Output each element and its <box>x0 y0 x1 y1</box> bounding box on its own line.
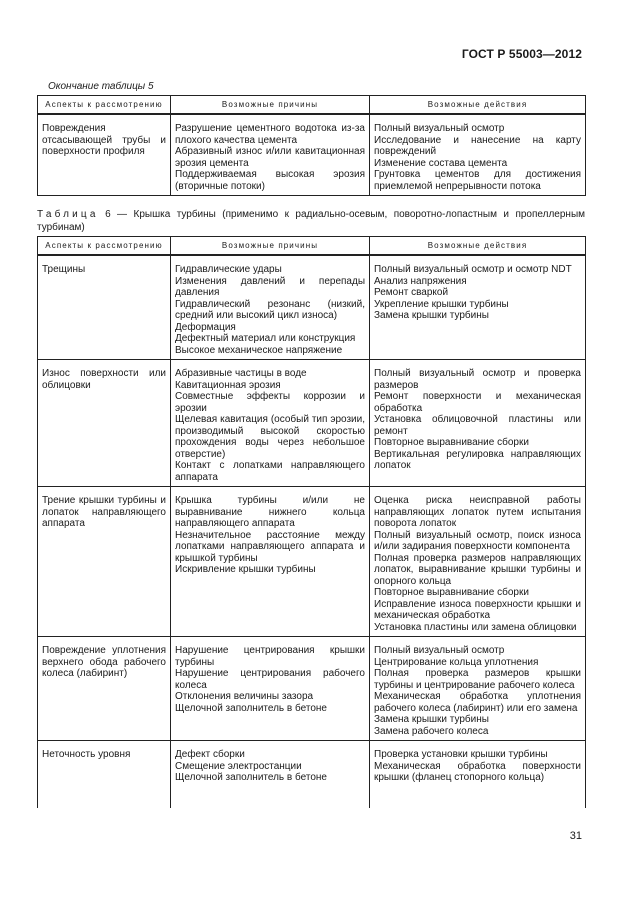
table6-caption-text: 6 — Крышка турбины (применимо к радиально-осевым, поворотно-лопастным и пропеллерным турбинам) <box>37 209 586 233</box>
cause-item: Абразивные частицы в воде <box>175 368 307 379</box>
cause-item: Смещение электростанции <box>175 760 302 772</box>
column-header-aspects: Аспекты к рассмотрению <box>38 237 171 256</box>
cause-item: Щелочной заполнитель в бетоне <box>175 702 327 714</box>
cause-item: Высокое механическое напряжение <box>175 344 343 356</box>
action-item: Повторное выравнивание сборки <box>374 437 529 448</box>
actions-cell <box>370 255 586 360</box>
cause-item: Незначительное расстояние между лопатками направляющего аппарата и крышкой турбины <box>175 529 365 564</box>
action-item: Установка облицовочной пластины или ремонт <box>374 414 581 437</box>
aspect-cell: Повреждения отсасывающей трубы и поверхности профиля <box>38 114 171 196</box>
aspect-cell: Повреждение уплотнения верхнего обода рабочего колеса (лабиринт) <box>38 637 171 741</box>
action-item: Оценка риска неисправной работы направляющих лопаток путем испытания поворота лопаток <box>374 495 581 529</box>
cause-item: Поддерживаемая высокая эрозия (вторичные потоки) <box>175 169 365 192</box>
cause-item: Контакт с лопатками направляющего аппарата <box>175 460 365 483</box>
cause-item: Щелочной заполнитель в бетоне <box>175 772 327 783</box>
cause-item: Деформация <box>175 321 236 333</box>
cause-item: Искривление крышки турбины <box>175 564 316 575</box>
action-item: Проверка установки крышки турбины <box>374 749 548 760</box>
causes-cell <box>171 114 370 196</box>
actions-cell <box>370 487 586 637</box>
table-row <box>38 360 586 487</box>
action-item: Полный визуальный осмотр и осмотр NDT <box>374 264 572 275</box>
actions-cell <box>370 360 586 487</box>
cause-item: Нарушение центрирования крышки турбины <box>175 645 365 668</box>
table5 <box>37 95 586 196</box>
column-header-aspects: Аспекты к рассмотрению <box>38 96 171 115</box>
action-item: Полная проверка размеров крышки турбины и центрирование рабочего колеса <box>374 668 581 691</box>
action-item: Полный визуальный осмотр <box>374 123 505 134</box>
cause-item: Кавитационная эрозия <box>175 379 281 391</box>
causes-cell <box>171 360 370 487</box>
action-item: Замена рабочего колеса <box>374 725 489 737</box>
table5-caption: Окончание таблицы 5 <box>48 81 154 92</box>
action-item: Полная проверка размеров направляющих лопаток, выравнивание крышки турбины и опорного кольца <box>374 552 581 587</box>
cause-item: Нарушение центрирования рабочего колеса <box>175 668 365 691</box>
table5-header-row <box>38 96 586 115</box>
cause-item: Гидравлический резонанс (низкий, средний или высокий цикл износа) <box>175 298 365 321</box>
aspect-cell: Неточность уровня <box>38 741 171 809</box>
table-row <box>38 637 586 741</box>
action-item: Полный визуальный осмотр, поиск износа и/или задирания поверхности компонента <box>374 529 581 552</box>
column-header-causes: Возможные причины <box>171 237 370 256</box>
aspect-cell: Трение крышки турбины и лопаток направляющего аппарата <box>38 487 171 637</box>
table-row <box>38 487 586 637</box>
cause-item: Дефектный материал или конструкция <box>175 333 356 344</box>
actions-cell <box>370 741 586 809</box>
table-row <box>38 741 586 809</box>
causes-cell <box>171 637 370 741</box>
cause-item: Крышка турбины и/или не выравнивание нижнего кольца направляющего аппарата <box>175 495 365 529</box>
table-row <box>38 114 586 196</box>
causes-cell <box>171 741 370 809</box>
action-item: Полный визуальный осмотр <box>374 645 505 656</box>
action-item: Ремонт сваркой <box>374 287 449 298</box>
action-item: Вертикальная регулировка направляющих лопаток <box>374 448 581 471</box>
action-item: Центрирование кольца уплотнения <box>374 656 539 668</box>
column-header-actions: Возможные действия <box>370 237 586 256</box>
action-item: Укрепление крышки турбины <box>374 298 509 310</box>
action-item: Замена крышки турбины <box>374 714 489 725</box>
table6-header-row <box>38 237 586 256</box>
aspect-cell: Трещины <box>38 255 171 360</box>
column-header-causes: Возможные причины <box>171 96 370 115</box>
aspect-cell: Износ поверхности или облицовки <box>38 360 171 487</box>
page-number: 31 <box>569 830 582 842</box>
action-item: Механическая обработка уплотнения рабочего колеса (лабиринт) или его замена <box>374 691 581 714</box>
action-item: Повторное выравнивание сборки <box>374 587 529 598</box>
cause-item: Дефект сборки <box>175 749 245 760</box>
action-item: Изменение состава цемента <box>374 157 508 169</box>
cause-item: Совместные эффекты коррозии и эрозии <box>175 391 365 414</box>
standard-number: ГОСТ Р 55003—2012 <box>461 47 582 61</box>
action-item: Грунтовка цементов для достижения приемлемой непрерывности потока <box>374 169 581 192</box>
action-item: Замена крышки турбины <box>374 310 489 321</box>
action-item: Полный визуальный осмотр и проверка размеров <box>374 368 581 391</box>
table6-caption-label: Таблица <box>37 209 99 220</box>
cause-item: Щелевая кавитация (особый тип эрозии, производимый высокой скоростью прохождения воды через небольшое отверстие) <box>175 414 365 460</box>
action-item: Исправление износа поверхности крышки и механическая обработка <box>374 598 581 621</box>
cause-item: Абразивный износ и/или кавитационная эрозия цемента <box>175 146 365 169</box>
causes-cell <box>171 255 370 360</box>
table6 <box>37 236 586 808</box>
action-item: Механическая обработка поверхности крышки (фланец стопорного кольца) <box>374 760 581 783</box>
cause-item: Гидравлические удары <box>175 264 282 275</box>
causes-cell <box>171 487 370 637</box>
cause-item: Изменения давлений и перепады давления <box>175 275 365 298</box>
table6-caption <box>37 208 585 234</box>
action-item: Установка пластины или замена облицовки <box>374 621 577 633</box>
action-item: Анализ напряжения <box>374 275 467 287</box>
action-item: Исследование и нанесение на карту повреждений <box>374 134 581 157</box>
column-header-actions: Возможные действия <box>370 96 586 115</box>
action-item: Ремонт поверхности и механическая обработка <box>374 391 581 414</box>
actions-cell <box>370 114 586 196</box>
table-row <box>38 255 586 360</box>
cause-item: Отклонения величины зазора <box>175 691 314 702</box>
actions-cell <box>370 637 586 741</box>
cause-item: Разрушение цементного водотока из-за плохого качества цемента <box>175 123 365 146</box>
